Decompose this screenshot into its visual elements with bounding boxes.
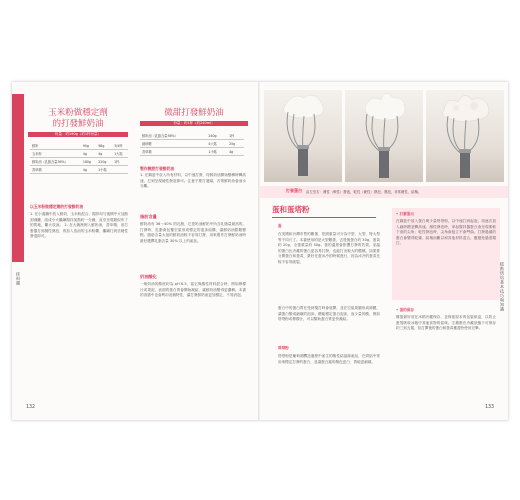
recipe2-body: 1. 在鋼盆中放入所有材料，以中速打發，待鮮奶油開始變稠時轉高速，打到呈現硬性發泡即可。注意不要打過頭，否則鮮奶油會油水分離。	[140, 173, 246, 189]
section-title-block	[272, 204, 376, 218]
whisk-photo-1	[264, 90, 342, 182]
section-title: 蛋和蛋塔粉	[272, 205, 310, 214]
caption-label: 打發蛋白	[286, 188, 302, 193]
left-edge-tab	[12, 94, 24, 262]
recipe2-table	[140, 132, 244, 156]
page-number-left: 132	[26, 404, 36, 410]
recipe1-table	[30, 142, 128, 174]
box-bullet-whipping: • 打發蛋白	[396, 212, 414, 216]
recipe2-subtitle: 份量：約1杯（約240ml）	[140, 121, 248, 126]
fat-content-body: 鮮奶油有 36～40% 的乳脂，它是奶油鮮奶中所含乳脂量最高的。打發時，乳脂會包覆空氣形成穩定的泡沫結構，讓鮮奶油膨脹變輕。脂肪含量太低的鮮奶油較不容易打發，用來製作打發鮮奶油時最好選擇乳脂含量 30% 以上的產品。	[140, 222, 246, 243]
side-label-left: 抹料醬	[16, 272, 21, 286]
book-spread	[12, 82, 508, 420]
box-text-whipping: 在鋼盆中放入蛋白與少量塔塔粉，以中速打到起泡，再逐次加入細砂糖並轉高速。濕性發泡時，拿起攪拌器蛋白會呈現柔軟下垂的尖角；乾性發泡時，尖角會挺立不會彎曲。打發過頭的蛋白會變得乾燥、結塊而難以和其他材料混合，應避免過度攪打。	[396, 219, 496, 246]
acidity-heading: 奶油酸化	[140, 274, 157, 279]
egg-heading: 蛋	[278, 224, 282, 228]
table-row: 香草精 4g 1小匙	[30, 166, 128, 174]
photo-whisk-stiff-peak	[345, 90, 423, 182]
side-label-right: 糕點烘焙基本技巧與知識	[500, 262, 505, 312]
title-underline	[272, 217, 376, 218]
photo-whisk-overbeaten	[426, 90, 504, 182]
whisk-photo-2	[345, 90, 423, 182]
table-row: 鮮奶油（乳脂含量36%） 240g 1杯	[140, 132, 244, 140]
acidity-body: 一般奶油的酸度約為 pH 6.5，當它與酸性材料混合時，例如檸檬汁或果泥，表面的蛋白質會開始凝結，讓鮮奶油變得更濃稠。本書的食譜中也會利用這個特性，讓打發鮮奶油更加穩定，不易消泡。	[140, 282, 246, 298]
recipe1-subtitle: 份量：約190g（約1杯份量）	[28, 132, 128, 137]
caption-text: 由左至右：濕性（軟性）發泡，乾性（硬性）發泡，發泡，非常硬性，結塊。	[306, 190, 422, 194]
photo-whisk-soft-peak	[264, 90, 342, 182]
tartar-heading: 塔塔粉	[278, 346, 289, 350]
box-bullet-storage: • 蛋的保存	[396, 308, 414, 312]
recipe1-subhead: 以玉米粉做穩定劑的打發鮮奶油	[30, 204, 84, 209]
recipe2-title-text: 微甜打發鮮奶油	[164, 108, 224, 118]
table-row: 細砂糖 4大匙 25g	[140, 140, 244, 148]
box-text-storage: 雞蛋最好放在冰箱冷藏保存，並保留原本的包裝紙盒，以防止蛋殼吸收冰箱中其他食物的氣味。生雞蛋在冷藏狀態下可保存約三到五週，但打開後的蛋白和蛋黃應盡快使用完畢。	[396, 315, 496, 331]
tartar-body: 塔塔粉是葡萄酒釀造過程中產生的酸性結晶副產品，在烘焙中常用來穩定打發的蛋白，並讓蛋白霜的顏色更白、質地更細緻。	[278, 354, 380, 364]
recipe1-steps: 1. 在小湯鍋中放入鮮奶，玉米粉混合，攪拌均勻後開中火加熱到沸騰，改成小火繼續攪拌加熱約一分鐘，直至呈現類似布丁的質地，離火放涼。 2. 在大碗裡倒入鮮奶油，香草精，用打蛋器打到濕性發泡，再加入放涼的玉米粉糊，繼續打到呈硬性發泡即可。	[30, 212, 128, 239]
recipe1-title-line2: 的打發鮮奶油	[52, 119, 104, 129]
page-number-right: 133	[484, 404, 494, 410]
table-row: 鮮奶油（乳脂含量36%） 180g 220g 1杯	[30, 158, 128, 166]
recipe2-subhead: 製作微甜打發鮮奶油	[140, 166, 175, 171]
egg-body-2: 蛋白中的蛋白質在受到攪打時會展開，並在空氣周圍形成薄膜，讓蛋白變成細緻的泡沫。糖能穩定蛋白泡沫，而少量的酸，例如塔塔粉或檸檬汁，可以幫助蛋白質更快凝結。	[278, 306, 380, 322]
table-row: 玉米粉 4g 4g 1大匙	[30, 150, 128, 158]
egg-body: 在美國和台灣市售的雞蛋，依照重量可分為中型、大型、特大型等不同尺寸。本書使用的是大型雞蛋，去殼後蛋白約 30g，蛋黃約 20g，全蛋重量約 50g。蛋的溫度會影響打發的效果，室溫的蛋白比冷藏的蛋白更容易打發，也能打出較大的體積。如果要分開蛋白和蛋黃，最好在蛋冰冷的時候進行，因為冰冷的蛋黃比較不容易破裂。	[278, 232, 380, 264]
right-page	[260, 82, 508, 420]
table-row: 香草精 1小匙 4g	[140, 148, 244, 156]
recipe1-title	[28, 108, 128, 137]
recipe2-title	[140, 108, 248, 126]
recipe1-title-line1: 玉米粉做穩定劑	[48, 108, 108, 118]
left-page	[12, 82, 260, 420]
table-row: 鮮奶 90g 98g 3/4杯	[30, 142, 128, 150]
whisk-photo-3	[426, 90, 504, 182]
fat-content-heading: 脂肪含量	[140, 214, 157, 219]
